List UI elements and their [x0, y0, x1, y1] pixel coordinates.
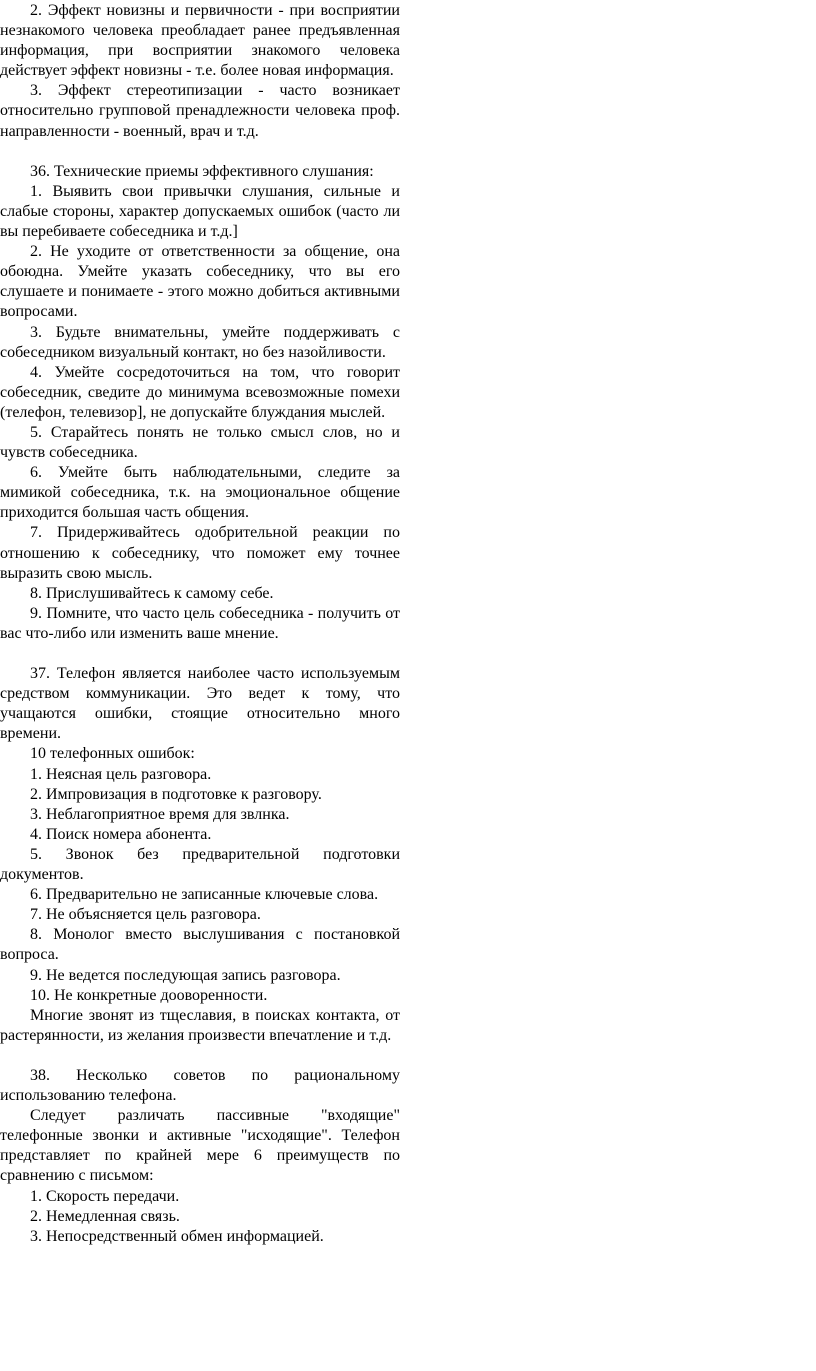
paragraph-stereotype-effect: 3. Эффект стереотипизации - часто возникает относительно групповой пренадлежности человека проф. направленности - военный, врач и т.д.	[0, 82, 400, 140]
list-item: 7. Не объясняется цель разговора.	[30, 906, 261, 924]
text-column	[0, 0, 400, 1247]
list-item: 4. Поиск номера абонента.	[30, 825, 212, 843]
list-item: 6. Умейте быть наблюдательными, следите за мимикой собеседника, т.к. на эмоциональное общение приходится большая часть общения.	[0, 464, 400, 522]
list-item: 5. Звонок без предварительной подготовки документов.	[0, 845, 400, 884]
list-item: 1. Неясная цель разговора.	[30, 765, 212, 783]
list-item: 2. Немедленная связь.	[30, 1207, 180, 1225]
list-item: 8. Монолог вместо выслушивания с постановкой вопроса.	[0, 926, 400, 964]
list-item: 7. Придерживайтесь одобрительной реакции по отношению к собеседнику, что поможет ему точнее выразить свою мысль.	[0, 524, 400, 582]
list-item: 3. Будьте внимательны, умейте поддерживать с собеседником визуальный контакт, но без назойливости.	[0, 323, 400, 361]
section-38-title: 38. Несколько советов по рациональному использованию телефона.	[0, 1066, 400, 1105]
section-37-intro: 37. Телефон является наиболее часто используемым средством коммуникации. Это ведет к тому, что учащаются ошибки, стоящие относительно много времени.	[0, 665, 400, 743]
list-item: 6. Предварительно не записанные ключевые слова.	[30, 886, 379, 904]
list-item: 1. Выявить свои привычки слушания, сильные и слабые стороны, характер допускаемых ошибок (часто ли вы перебиваете собеседника и т.д.]	[0, 182, 400, 241]
blank-line	[0, 644, 400, 664]
list-item: 10. Не конкретные дооворенности.	[30, 986, 268, 1004]
list-item: 2. Не уходите от ответственности за общение, она обоюдна. Умейте указать собеседнику, что вы его слушаете и понимаете - этого можно добиться активными вопросами.	[0, 243, 400, 321]
list-item: 9. Помните, что часто цель собеседника - получить от вас что-либо или изменить ваше мнение.	[0, 604, 400, 642]
section-37-subtitle: 10 телефонных ошибок:	[30, 745, 195, 763]
list-item: 9. Не ведется последующая запись разговора.	[30, 966, 341, 984]
section-36-title: 36. Технические приемы эффективного слушания:	[30, 162, 374, 180]
blank-line	[0, 1046, 400, 1066]
paragraph-novelty-effect: 2. Эффект новизны и первичности - при восприятии незнакомого человека преобладает ранее предъявленная информация, при восприятии знакомого человека действует эффект новизны - т.е. более новая информация.	[0, 2, 400, 80]
list-item: 3. Неблагоприятное время для звлнка.	[30, 805, 290, 823]
section-37-closing: Многие звонят из тщеславия, в поисках контакта, от растерянности, из желания произвести впечатление и т.д.	[0, 1006, 400, 1044]
list-item: 1. Скорость передачи.	[30, 1187, 180, 1205]
list-item: 2. Импровизация в подготовке к разговору.	[30, 785, 322, 803]
list-item: 5. Старайтесь понять не только смысл слов, но и чувств собеседника.	[0, 423, 400, 462]
section-38-text: Следует различать пассивные "входящие" телефонные звонки и активные "исходящие". Телефон представляет по крайней мере 6 преимуществ по сравнению с письмом:	[0, 1107, 400, 1185]
list-item: 3. Непосредственный обмен информацией.	[30, 1227, 324, 1245]
list-item: 8. Прислушивайтесь к самому себе.	[30, 584, 274, 602]
list-item: 4. Умейте сосредоточиться на том, что говорит собеседник, сведите до минимума всевозможные помехи (телефон, телевизор], не допускайте блуждания мыслей.	[0, 363, 400, 421]
blank-line	[0, 142, 400, 162]
